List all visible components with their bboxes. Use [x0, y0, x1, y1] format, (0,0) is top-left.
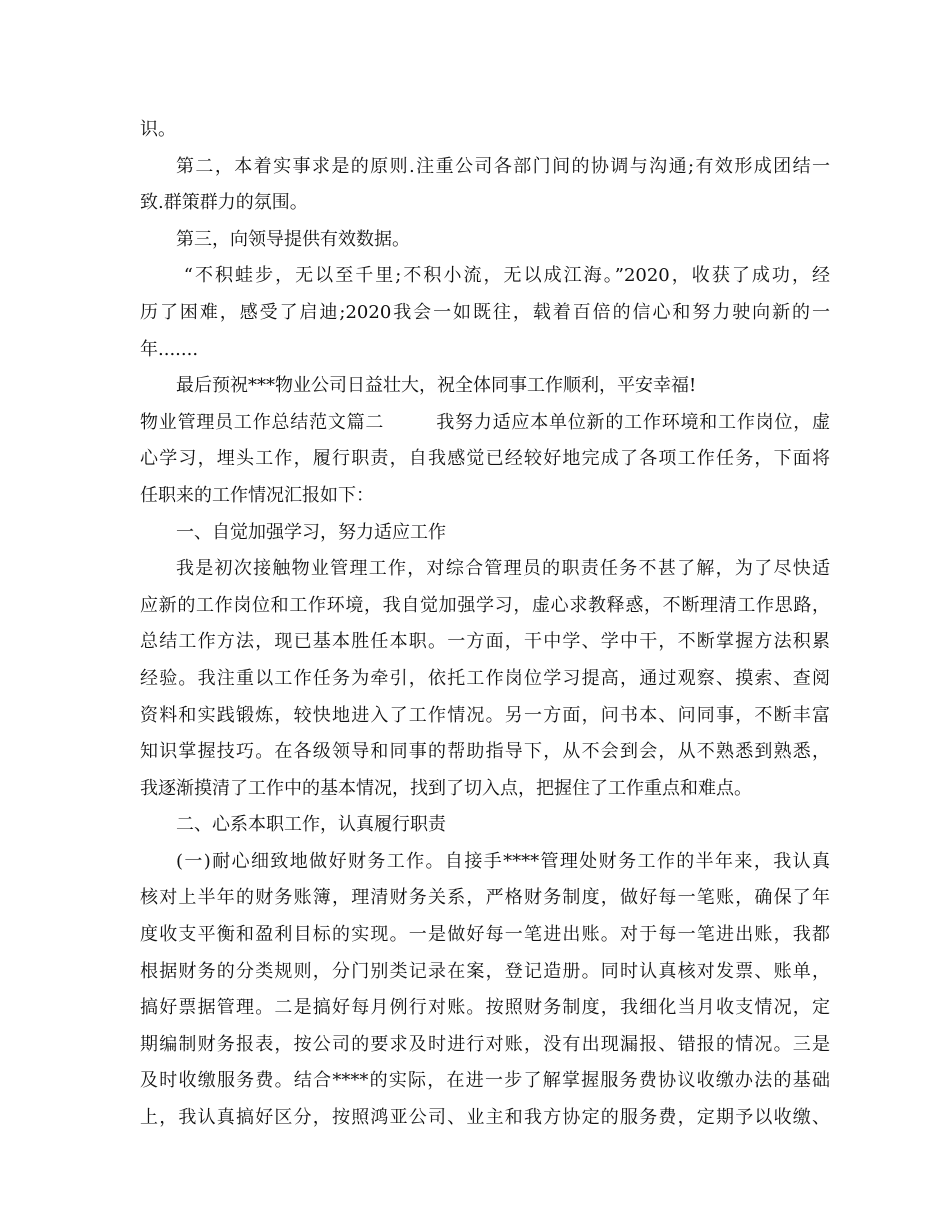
- text-line: “不积蛙步，无以至千里;不积小流，无以成江海。”2020，收获了成功，经: [176, 265, 830, 287]
- text-line: 及时收缴服务费。结合****的实际，在进一步了解掌握服务费协议收缴办法的基础: [140, 1070, 830, 1092]
- text-line: 任职来的工作情况汇报如下：: [140, 484, 374, 506]
- text-line: 二、心系本职工作，认真履行职责: [176, 814, 446, 836]
- text-line: 根据财务的分类规则，分门别类记录在案，登记造册。同时认真核对发票、账单，: [140, 960, 830, 982]
- text-line: 第三，向领导提供有效数据。: [176, 228, 410, 250]
- text-line: 期编制财务报表，按公司的要求及时进行对账，没有出现漏报、错报的情况。三是: [140, 1033, 830, 1055]
- text-line: 应新的工作岗位和工作环境，我自觉加强学习，虚心求教释惑，不断理清工作思路，: [140, 594, 830, 616]
- text-line: 第二，本着实事求是的原则.注重公司各部门间的协调与沟通;有效形成团结一: [176, 155, 830, 177]
- text-line: 上，我认真搞好区分，按照鸿亚公司、业主和我方协定的服务费，定期予以收缴、: [140, 1107, 830, 1129]
- text-line: 总结工作方法，现已基本胜任本职。一方面，干中学、学中干，不断掌握方法积累: [140, 631, 830, 653]
- text-line: 识。: [140, 119, 176, 140]
- text-line: 物业管理员工作总结范文篇二 我努力适应本单位新的工作环境和工作岗位，虚: [140, 411, 830, 433]
- text-line: 年.......: [140, 338, 199, 360]
- text-line: 一、自觉加强学习，努力适应工作: [176, 521, 446, 543]
- text-line: (一)耐心细致地做好财务工作。自接手****管理处财务工作的半年来，我认真: [176, 850, 830, 872]
- text-line: 资料和实践锻炼，较快地进入了工作情况。另一方面，问书本、问同事，不断丰富: [140, 704, 830, 726]
- document-page: [140, 112, 830, 1137]
- text-line: 致.群策群力的氛围。: [140, 192, 308, 214]
- text-line: 知识掌握技巧。在各级领导和同事的帮助指导下，从不会到会，从不熟悉到熟悉，: [140, 741, 830, 763]
- text-line: 心学习，埋头工作，履行职责，自我感觉已经较好地完成了各项工作任务，下面将: [140, 448, 830, 470]
- text-line: 度收支平衡和盈利目标的实现。一是做好每一笔进出账。对于每一笔进出账，我都: [140, 924, 830, 946]
- text-line: 搞好票据管理。二是搞好每月例行对账。按照财务制度，我细化当月收支情况，定: [140, 997, 830, 1019]
- text-line: 经验。我注重以工作任务为牵引，依托工作岗位学习提高，通过观察、摸索、查阅: [140, 667, 830, 689]
- text-line: 我逐渐摸清了工作中的基本情况，找到了切入点，把握住了工作重点和难点。: [140, 777, 752, 799]
- text-line: 核对上半年的财务账簿，理清财务关系，严格财务制度，做好每一笔账，确保了年: [140, 887, 830, 909]
- text-line: 最后预祝***物业公司日益壮大，祝全体同事工作顺利，平安幸福!: [176, 375, 697, 397]
- text-line: 历了困难，感受了启迪;2020我会一如既往，载着百倍的信心和努力驶向新的一: [140, 301, 830, 323]
- text-line: 我是初次接触物业管理工作，对综合管理员的职责任务不甚了解，为了尽快适: [176, 558, 830, 580]
